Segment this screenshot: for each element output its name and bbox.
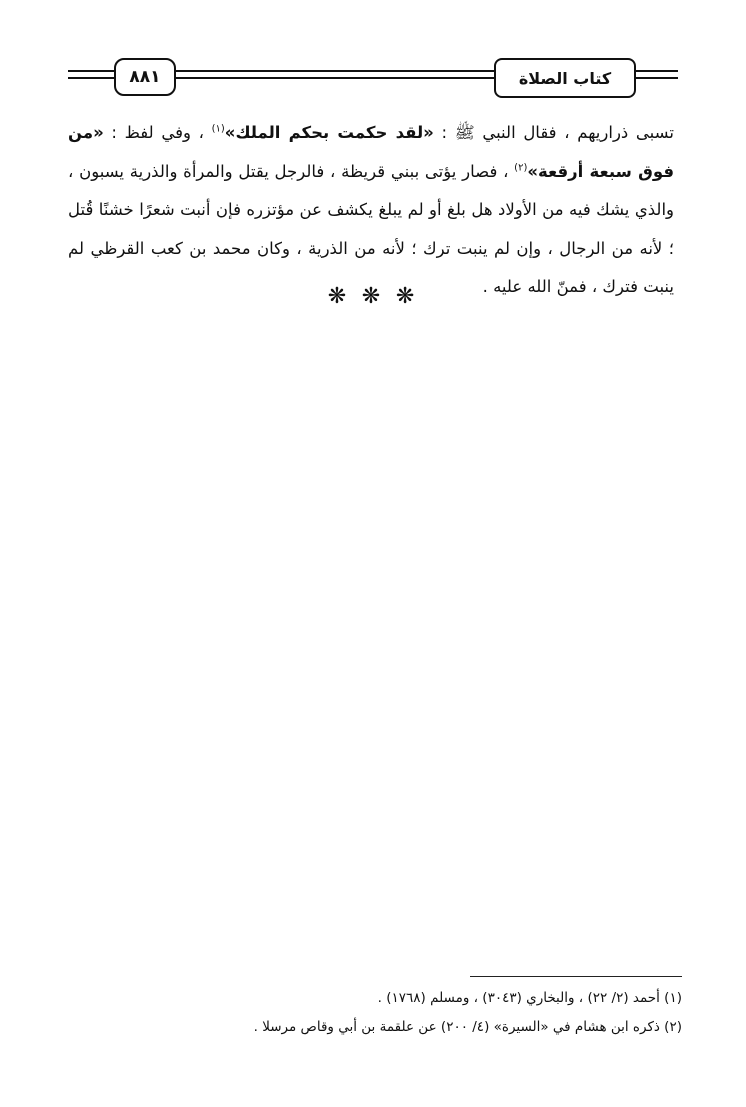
page-number-text: ٨٨١	[129, 67, 161, 87]
text-segment-3: ، فصار يؤتى ببني قريظة ، فالرجل يقتل والمرأة والذرية يسبون ، والذي يشك فيه من الأولاد هل بلغ أو لم يبلغ يكشف عن مؤتزره فإن أنبت شعرًا خشنًا قُتل ؛ لأنه من الرجال ، وإن لم ينبت ترك ؛ لأنه من الذرية ، وكان محمد بن كعب القرظي لم ينبت فترك ، فمنّ الله عليه .	[68, 161, 674, 296]
text-segment-1: تسبى ذراريهم ، فقال النبي ﷺ :	[433, 123, 674, 142]
footnote-divider	[470, 976, 682, 977]
footnote-1: (١) أحمد (٢/ ٢٢) ، والبخاري (٣٠٤٣) ، ومسلم (١٧٦٨) .	[377, 990, 682, 1006]
chapter-title-box	[494, 58, 636, 98]
hadith-quote-1: «لقد حكمت بحكم الملك»	[224, 123, 434, 142]
hadith-quote-2: «من فوق سبعة أرقعة»	[68, 123, 674, 181]
footnote-ref-1[interactable]: (١)	[211, 123, 225, 135]
text-segment-2: ، وفي لفظ :	[103, 123, 212, 142]
section-separator: ❋ ❋ ❋	[327, 284, 419, 309]
footnote-2: (٢) ذكره ابن هشام في «السيرة» (٤/ ٢٠٠) عن علقمة بن أبي وقاص مرسلا .	[253, 1019, 682, 1035]
footnotes	[68, 984, 682, 1042]
main-paragraph	[68, 114, 674, 307]
chapter-title: كتاب الصلاة	[518, 68, 612, 88]
page-number	[114, 58, 176, 96]
footnote-ref-2[interactable]: (٢)	[514, 162, 528, 173]
